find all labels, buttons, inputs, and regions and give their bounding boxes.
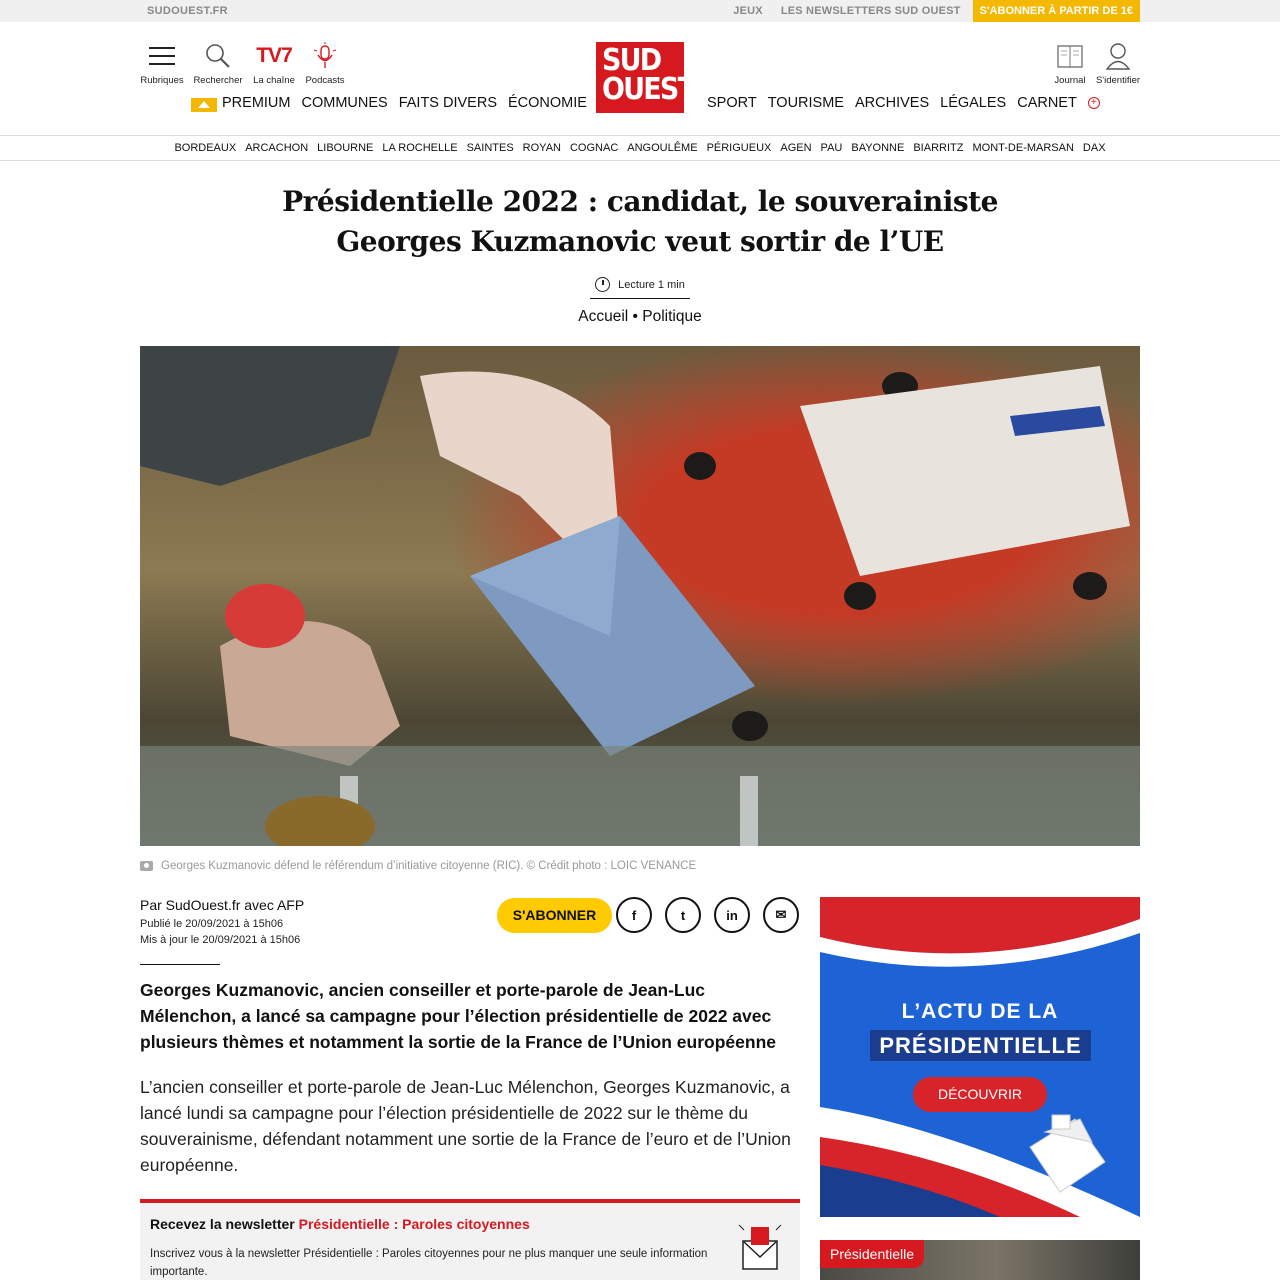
top-links: [715, 0, 1140, 22]
more-nav-icon[interactable]: +: [1088, 97, 1100, 109]
byline: [140, 897, 304, 946]
city-link[interactable]: ANGOULÊME: [627, 142, 698, 154]
site-link[interactable]: SUDOUEST.FR: [147, 5, 228, 17]
email-icon[interactable]: ✉: [763, 897, 799, 933]
newsletter-prefix: Recevez la newsletter: [150, 1216, 299, 1232]
tv7-logo: TV7: [256, 44, 292, 67]
city-link[interactable]: ARCACHON: [245, 142, 309, 154]
crown-icon: [191, 98, 217, 112]
login-label: S'identifier: [1095, 75, 1141, 86]
menu-button[interactable]: [132, 40, 192, 86]
hero-image: [140, 346, 1140, 846]
promo-line-1: L’ACTU DE LA: [901, 1000, 1059, 1023]
sudouest-logo[interactable]: [596, 42, 695, 113]
city-link[interactable]: MONT-DE-MARSAN: [972, 142, 1074, 154]
newsletter-heading: [150, 1216, 530, 1232]
nav-tourisme[interactable]: TOURISME: [767, 95, 844, 111]
article-paragraph: L’ancien conseiller et porte-parole de Jean-Luc Mélenchon, Georges Kuzmanovic, a lancé lundi sa campagne pour l’élection présidentielle de 2022 sur le thème du souverainisme, défendant notamment une sortie de la France de l’euro et de l’Union européenne.: [140, 1077, 791, 1175]
podcasts-button[interactable]: [295, 40, 355, 86]
reading-time-text: Lecture 1 min: [618, 278, 685, 291]
journal-label: Journal: [1054, 75, 1086, 86]
top-utility-bar: [0, 0, 1280, 22]
reading-time: [590, 271, 690, 299]
author: Par SudOuest.fr avec AFP: [140, 897, 305, 913]
channel-label: La chaîne: [253, 75, 295, 86]
related-card[interactable]: [820, 1240, 1140, 1280]
newsletter-envelope-icon: [737, 1221, 783, 1271]
facebook-icon[interactable]: f: [616, 897, 652, 933]
nav-carnet[interactable]: CARNET: [1017, 95, 1077, 111]
search-button[interactable]: [188, 40, 248, 86]
camera-icon: [140, 861, 153, 871]
city-link[interactable]: BIARRITZ: [913, 142, 964, 154]
search-label: Rechercher: [193, 75, 243, 86]
nav-archives[interactable]: ARCHIVES: [854, 95, 930, 111]
microphone-icon: [295, 40, 355, 72]
article-lead: Georges Kuzmanovic, ancien conseiller et porte-parole de Jean-Luc Mélenchon, a lancé sa campagne pour l’élection présidentielle de 2022 avec plusieurs thèmes et notamment la sortie de la France de l’Union européenne: [140, 980, 776, 1052]
logo-line-1: SUD: [602, 43, 661, 78]
city-link[interactable]: BORDEAUX: [174, 142, 237, 154]
city-link[interactable]: LA ROCHELLE: [382, 142, 458, 154]
city-link[interactable]: LIBOURNE: [317, 142, 374, 154]
podcasts-label: Podcasts: [305, 75, 345, 86]
nav-economie[interactable]: ÉCONOMIE: [508, 95, 587, 111]
main-nav-left: [191, 94, 598, 112]
menu-label: Rubriques: [140, 75, 184, 86]
search-icon: [188, 40, 248, 72]
city-link[interactable]: PAU: [820, 142, 843, 154]
clock-icon: [595, 277, 610, 292]
newsletter-text: Inscrivez vous à la newsletter Présidentielle : Paroles citoyennes pour ne plus manquer une seule information importante.: [150, 1248, 708, 1278]
caption-text: Georges Kuzmanovic défend le référendum d’initiative citoyenne (RIC). © Crédit photo : LOIC VENANCE: [161, 860, 697, 872]
nav-premium[interactable]: PREMIUM: [222, 95, 291, 111]
subscribe-button[interactable]: S'ABONNER: [497, 898, 612, 933]
breadcrumb[interactable]: Accueil • Politique: [578, 308, 702, 325]
newsletter-name[interactable]: Présidentielle : Paroles citoyennes: [298, 1216, 530, 1232]
image-caption: [140, 860, 696, 872]
city-link[interactable]: ROYAN: [522, 142, 561, 154]
linkedin-icon[interactable]: in: [714, 897, 750, 933]
nav-legales[interactable]: LÉGALES: [940, 95, 1007, 111]
discover-button[interactable]: DÉCOUVRIR: [913, 1077, 1047, 1112]
cities-bar: [0, 135, 1280, 161]
main-nav-right: [707, 94, 1100, 112]
hero-illustration: [140, 346, 1140, 846]
nav-faits-divers[interactable]: FAITS DIVERS: [398, 95, 497, 111]
related-card-tag: Présidentielle: [820, 1240, 924, 1268]
city-link[interactable]: PÉRIGUEUX: [706, 142, 772, 154]
nav-communes[interactable]: COMMUNES: [301, 95, 388, 111]
menu-icon: [132, 40, 192, 72]
games-link[interactable]: JEUX: [733, 5, 763, 17]
newsletter-box: [140, 1199, 800, 1280]
city-link[interactable]: DAX: [1082, 142, 1106, 154]
city-link[interactable]: SAINTES: [466, 142, 514, 154]
subscribe-top-button[interactable]: S'ABONNER À PARTIR DE 1€: [973, 0, 1140, 22]
published-date: Publié le 20/09/2021 à 15h06: [140, 918, 284, 930]
updated-date: Mis à jour le 20/09/2021 à 15h06: [140, 934, 301, 946]
nav-sport[interactable]: SPORT: [707, 95, 757, 111]
logo-line-2: OUEST: [602, 72, 695, 107]
twitter-icon[interactable]: t: [665, 897, 701, 933]
city-link[interactable]: COGNAC: [569, 142, 619, 154]
presidentielle-promo[interactable]: [820, 897, 1140, 1217]
article-title: Présidentielle 2022 : candidat, le souverainiste Georges Kuzmanovic veut sortir de l’UE: [282, 185, 998, 258]
byline-separator: [140, 964, 220, 965]
login-button[interactable]: [1088, 40, 1148, 86]
city-link[interactable]: AGEN: [780, 142, 812, 154]
user-icon: [1088, 40, 1148, 72]
newsletters-link[interactable]: LES NEWSLETTERS SUD OUEST: [780, 5, 961, 17]
promo-line-2: PRÉSIDENTIELLE: [870, 1030, 1091, 1061]
city-link[interactable]: BAYONNE: [851, 142, 905, 154]
